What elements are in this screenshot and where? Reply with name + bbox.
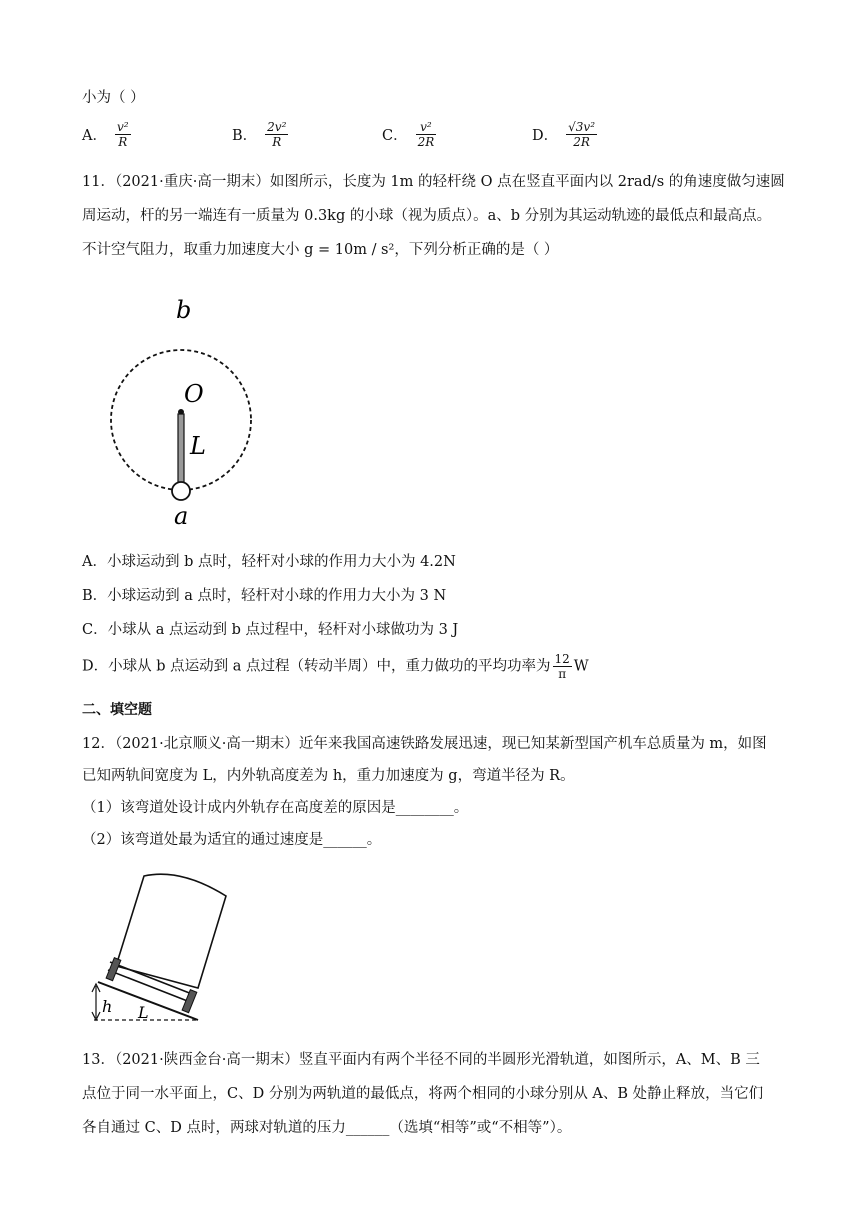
q11-option-c: C．小球从 a 点运动到 b 点过程中，轻杆对小球做功为 3 J	[82, 622, 459, 638]
q11-option-a: A．小球运动到 b 点时，轻杆对小球的作用力大小为 4.2N	[82, 554, 456, 570]
q10-tail: 小为（ ）	[82, 90, 145, 106]
light-rod	[178, 414, 184, 484]
q12-sub-2: （2）该弯道处最为适宜的通过速度是______。	[82, 832, 382, 848]
q12-line-2: 已知两轨间宽度为 L，内外轨高度差为 h，重力加速度为 g，弯道半径为 R。	[82, 768, 575, 784]
q10-option-c: C． $\frac{\text{v²}}{2R}$	[382, 120, 435, 149]
label-o: O	[184, 380, 204, 408]
q11-line-3: 不计空气阻力，取重力加速度大小 g = 10m / s²，下列分析正确的是（ ）	[82, 242, 559, 258]
q11-option-b: B．小球运动到 a 点时，轻杆对小球的作用力大小为 3 N	[82, 588, 447, 604]
q12-train-figure	[86, 866, 256, 1026]
label-l: L	[138, 1003, 149, 1022]
wheel-left	[106, 958, 121, 981]
label-l: L	[190, 432, 206, 460]
section-fill-in-heading: 二、填空题	[82, 702, 152, 718]
q10-option-a: A． $\frac{\text{v²}}{R}$	[82, 120, 129, 149]
axle-top	[110, 962, 192, 994]
label-h: h	[102, 997, 113, 1016]
q13-line-1: 13．（2021·陕西金台·高一期末）竖直平面内有两个半径不同的半圆形光滑轨道，如图所示，A、M、B 三	[82, 1052, 760, 1068]
q11-circle-figure	[90, 290, 260, 530]
q11-option-d: D．小球从 b 点运动到 a 点过程（转动半周）中，重力做功的平均功率为 $\frac{12}{\pi}$ W	[82, 652, 589, 681]
label-a: a	[174, 502, 189, 530]
ball	[172, 482, 190, 500]
q11-line-1: 11．（2021·重庆·高一期末）如图所示，长度为 1m 的轻杆绕 O 点在竖直平面内以 2rad/s 的角速度做匀速圆	[82, 174, 785, 190]
q12-line-1: 12．（2021·北京顺义·高一期末）近年来我国高速铁路发展迅速，现已知某新型国产机车总质量为 m，如图	[82, 736, 767, 752]
q13-line-3: 各自通过 C、D 点时，两球对轨道的压力______（选填“相等”或“不相等”）。	[82, 1120, 572, 1136]
q12-sub-1: （1）该弯道处设计成内外轨存在高度差的原因是________。	[82, 800, 469, 816]
q13-line-2: 点位于同一水平面上，C、D 分别为两轨道的最低点，将两个相同的小球分别从 A、B 处静止释放，当它们	[82, 1086, 764, 1102]
q10-option-b: B． $\frac{\text{2v²}}{R}$	[232, 120, 287, 149]
q10-option-d: D． $\frac{\text{√3v²}}{2R}$	[532, 120, 596, 149]
label-b: b	[176, 296, 192, 324]
wheel-right	[182, 990, 197, 1013]
q11-line-2: 周运动，杆的另一端连有一质量为 0.3kg 的小球（视为质点）。a、b 分别为其运动轨迹的最低点和最高点。	[82, 208, 772, 224]
